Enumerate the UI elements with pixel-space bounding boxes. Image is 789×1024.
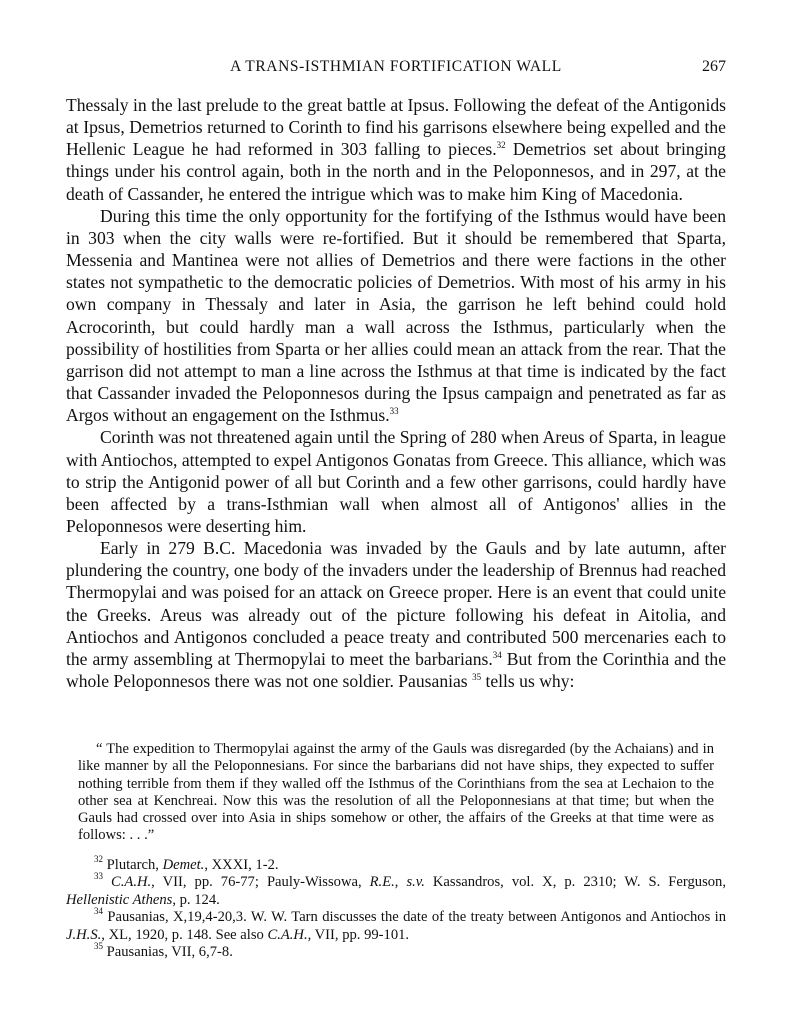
footnote-text: Pausanias, VII, 6,7-8. bbox=[103, 944, 233, 961]
footnote-33 bbox=[66, 871, 726, 909]
paragraph-1-text: Thessaly in the last prelude to the great battle at Ipsus. Following the defeat of the Antigonids at Ipsus, Demetrios returned to Corinth to find his garrisons elsewhere being expelled and the Hellenic League he had reformed in 303 falling to pieces. bbox=[66, 95, 726, 160]
footnote-text: , XL, 1920, p. 148. See also bbox=[101, 926, 268, 943]
paragraph-1 bbox=[66, 94, 726, 205]
paragraph-4-text-b: Macedonia was invaded by the Gauls and by late autumn, after plundering the country, one body of the invaders under the leadership of Brennus had reached Thermopylai and was poised for an attack on Greece proper. Here is an event that could unite the Greeks. Areus was already out of the picture following his defeat in Aitolia, and Antiochos and Antigonos concluded a peace treaty and contributed 500 mercenaries each to the army assembling at Thermopylai to meet the barbarians. bbox=[66, 538, 727, 669]
page-header bbox=[66, 58, 726, 80]
footnote-32 bbox=[66, 854, 726, 874]
footnote-text: , XXXI, 1-2. bbox=[204, 857, 279, 873]
footnote-text: Kassandros, vol. X, p. 2310; W. S. Ferguson, bbox=[424, 874, 726, 891]
paragraph-1-rest: Demetrios set about bringing things under his control again, both in the north and in the Peloponnesos, and in 297, at the death of Cassander, he entered the intrigue which was to make him King of Macedonia. bbox=[66, 139, 726, 204]
footnote-text: , VII, pp. 76-77; Pauly-Wissowa, bbox=[151, 874, 370, 891]
footnote-35 bbox=[66, 941, 726, 961]
footnote-number: 33 bbox=[94, 871, 103, 882]
main-text bbox=[66, 94, 726, 692]
paragraph-2-text: During this time the only opportunity for the fortifying of the Isthmus would have been in 303 when the city walls were re-fortified. But it should be remembered that Sparta, Messenia and Mantinea were not allies of Demetrios and there were factions in the other states not sympathetic to the democratic policies of Demetrios. With most of his army in his own company in Thessaly and later in Asia, the garrison he left behind could hold Acrocorinth, but could hardly man a wall across the Isthmus, particularly when the possibility of hostilities from Sparta or her allies could mean an attack from the rear. That the garrison did not attempt to man a line across the Isthmus at that time is indicated by the fact that Cassander invaded the Peloponnesos during the Ipsus campaign and penetrated as far as Argos without an engagement on the Isthmus. bbox=[66, 205, 726, 426]
footnote-italic: C.A.H. bbox=[267, 926, 308, 943]
footnote-italic: C.A.H. bbox=[103, 874, 152, 891]
footnote-ref-32: 32 bbox=[496, 140, 506, 151]
footnote-number: 35 bbox=[94, 941, 103, 952]
footnote-text: , VII, pp. 99-101. bbox=[307, 926, 410, 943]
paragraph-4-text-c: But from the Corinthia and the whole Peloponnesos there was not one soldier. Pausanias bbox=[66, 648, 727, 692]
paragraph-4 bbox=[66, 537, 726, 692]
footnote-ref-34: 34 bbox=[492, 649, 502, 660]
footnotes bbox=[66, 854, 726, 961]
footnote-34 bbox=[66, 906, 726, 944]
footnote-italic: J.H.S. bbox=[66, 926, 102, 943]
footnote-text: Pausanias, X,19,4-20,3. W. W. Tarn discusses the date of the treaty between Antigonos and Antiochos in bbox=[103, 909, 726, 926]
footnote-italic: Demet. bbox=[162, 857, 205, 873]
paragraph-3: Corinth was not threatened again until the Spring of 280 when Areus of Sparta, in league with Antiochos, attempted to expel Antigonos Gonatas from Greece. This alliance, which was to strip the Antigonid power of all but Corinth and a few other garrisons, could hardly have been affected by a trans-Isthmian wall when almost all of Antigonos' allies in the Peloponnesos were deserting him. bbox=[66, 427, 726, 536]
page-number: 267 bbox=[702, 58, 726, 75]
footnote-ref-33: 33 bbox=[389, 406, 399, 417]
footnote-text: Plutarch, bbox=[103, 857, 163, 873]
footnote-italic: R.E. bbox=[369, 874, 395, 891]
footnote-number: 32 bbox=[94, 854, 103, 864]
paragraph-2 bbox=[66, 205, 726, 427]
footnote-italic: Hellenistic Athens bbox=[66, 891, 173, 908]
footnote-text: , bbox=[394, 874, 407, 891]
footnote-text: , p. 124. bbox=[172, 891, 220, 908]
paragraph-4-text-d: tells us why: bbox=[481, 671, 575, 692]
block-quote bbox=[78, 741, 714, 845]
running-head: A TRANS-ISTHMIAN FORTIFICATION WALL bbox=[230, 58, 562, 75]
quote-text: “ The expedition to Thermopylai against the army of the Gauls was disregarded (by the Achaians) and in like manner by all the Peloponnesians. For since the barbarians did not have ships, they expected to suffer nothing terrible from them if they walled off the Isthmus of the Corinthians from the sea at Lechaion to the other sea at Kenchreai. Now this was the resolution of all the Peloponnesians at that time; but when the Gauls had crossed over into Asia in ships somehow or other, the affairs of the Greeks at that time were as follows: . . .” bbox=[78, 741, 714, 844]
footnote-ref-35: 35 bbox=[472, 672, 482, 683]
footnote-number: 34 bbox=[94, 906, 103, 917]
paragraph-4-era: B.C. bbox=[203, 538, 236, 559]
paragraph-4-text-a: Early in 279 bbox=[100, 538, 204, 559]
footnote-italic: s.v. bbox=[406, 874, 425, 891]
